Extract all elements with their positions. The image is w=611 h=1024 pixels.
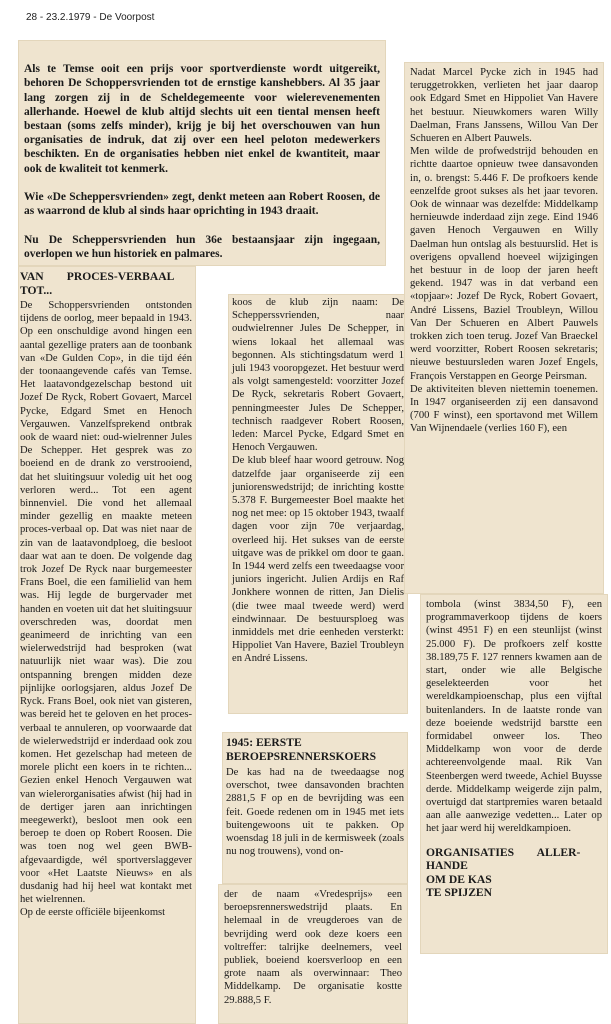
column-3-lower-clipping [420,594,608,954]
section-title-proces-verbaal: VAN PROCES-VERBAAL [20,270,175,283]
column-2-lower-clipping [218,884,408,1024]
column-1-clipping [18,266,196,1024]
intro-paragraph-1: Als te Temse ooit een prijs voor sportverdienste wordt uitgereikt, behoren De Schoppersvrienden tot de ernstige kanshebbers. Al 35 jaar lang zorgen zij in de Scheldegemeente voor wielerevenementen allerhande. Hoewel de klub altijd slechts uit een tiental mensen heeft bestaan (soms zelfs minder), krijg je bij het overschouwen van hun organisaties de indruk, dat zij over een heel peloton medewerkers beschikten. En de organisaties hebben niet enkel de kwantiteit, maar ook de kwaliteit tot kenmerk. [24,63,380,175]
section-title-organisaties-2: HANDE [426,859,468,873]
section-title-organisaties: ORGANISATIES ALLER- [426,845,581,859]
section-title-organisaties-3: OM DE KAS [426,872,492,886]
intro-clipping [18,40,386,266]
section-title-organisaties-4: TE SPIJZEN [426,886,493,900]
column-2-text-c: der de naam «Vredesprijs» een beroepsrennerswedstrijd plaats. En helemaal in de vreugderoes van de bevrijding werd ook deze koers een voltreffer: talrijke deelnemers, veel publiek, boeiend koersverloop en een grote naam als overwinnaar: Theo Middelkamp. De organisatie kostte 29.888,5 F. [224,889,402,1006]
column-3-text-b: tombola (winst 3834,50 F), een programmaverkoop tijdens de koers (winst 4951 F) en een steunlijst (winst 25.000 F). De profkoers zelf kostte 38.189,75 F. 127 renners kwamen aan de start, onder wie alle Belgische geselekteerden voor het wereldkampioenschap, plus een vijftal buitenlanders. In de laatste ronde van deze boeiende wedstrijd barstte een formidabel onweer los. Theo Middelkamp won voor de derde achtereenvolgende maal. Rik Van Steenbergen werd tweede, Achiel Buysse derde. Middelkamp weigerde zijn palm, overtuigd dat startpremies waren betaald aan alle aanwezige vedetten... Later op het jaar werd hij wereldkampioen. [426,599,602,835]
intro-paragraph-2: Wie «De Scheppersvrienden» zegt, denkt meteen aan Robert Roosen, de as waarrond de klub al sinds haar oprichting in 1943 draait. [24,191,380,218]
newspaper-header: 28 - 23.2.1979 - De Voorpost [26,12,155,23]
column-1-text: De Schoppersvrienden ontstonden tijdens de oorlog, meer bepaald in 1943. Op een onschuldige avond hingen een aantal gezellige praters aan de toonbank van «De Gulden Cop», in die tijd één der toonaangevende cafés van Temse. Het laatavondgezelschap bestond uit Jozef De Ryck, Robert Govaert, Marcel Pycke, Edgard Smet en Henoch Vergauwen. Vanzelfsprekend ontbrak ook de waard niet: oud-wielrenner Jules De Schepper. Het gesprek was zo boeiend en de drank zo verstrooiend, dat het sluitingsuur voledig uit het oog verloren werd... Tot een agent binnenviel. Die vond het allemaal minder gezellig en maakte meteen proces-verbaal op. Dat was niet naar de zin van de laatavondploeg, die besloot daar wat aan te doen. De volgende dag trok Jozef De Ryck naar burgemeester Frans Boel, die een familielid van hem was. Hij legde de burgervader met handen en voeten uit dat het sluitingsuur overschreden was, doordat men geanimeerd de inrichting van een wielerwedstrijd had besproken (wat natuurlijk niet waar was). Die zou ontspanning brengen midden deze pijnlijke oorlogsjaren, aldus Jozef De Ryck. Frans Boel, ook niet van gisteren, was bereid het te geloven en het proces-verbaal te annuleren, op voorwaarde dat de wielerwedstrijd er inderdaad ook zou komen. Het gezelschap had meteen de morele plicht een koers in te richten... Gezien enkel Henoch Vergauwen wat van wielerorganisaties afwist (hij had in de dertiger jaren aan inrichtingen meegewerkt), besloot men ook een beroep te doen op Robert Roosen. Die was toen nog wel geen BWB-afgevaardigde, wél sportverslaggever voor «Het Laatste Nieuws» en als dusdanig had hij heel wat kontakt met het wielrennen. Op de eerste officiële bijeenkomst [20,300,192,919]
column-3-text-a: Nadat Marcel Pycke zich in 1945 had teruggetrokken, verlieten het jaar daarop ook Edgard Smet en Hippoliet Van Havere het bestuur. Nieuwkomers waren Willy Daelman, Frans Janssens, Willou Van Der Schueren en Albert Pauwels. Men wilde de profwedstrijd behouden en richtte daartoe opnieuw twee dansavonden in, o. brengst: 5.446 F. De profkoers kende eenzelfde groot sukses als het jaar tevoren. Ook de winnaar was dezelfde: Middelkamp hernieuwde inderdaad zijn zege. Eind 1946 gaven Henoch Vergauwen en Willy Daelman hun ontslag als bestuurslid. Het is overigens opvallend hoeveel wijzigingen het bestuur in de loop der jaren heeft gekend. 1947 was in dat verband een «topjaar»: Jozef De Ryck, Robert Govaert, André Lissens, Baziel Troubleyn, Willou Van Der Schueren en Albert Pauwels trokken zich toen terug. Jozef Van Braeckel werd voorzitter, Robert Roosen sekretaris; nieuwe bestuursleden waren Jozef Engels, François Verstappen en George Peirsman. De aktiviteiten bleven niettemin toenemen. In 1947 organiseerden zij een dansavond (700 F winst), een sportavond met Willem Van Wijnendaele (verlies 160 F), een [410,67,598,435]
column-2-text-a: koos de klub zijn naam: De Schepperssvrienden, naar oudwielrenner Jules De Schepper, in wiens lokaal het allemaal was begonnen. Als stichtingsdatum werd 1 juli 1943 vooropgezet. Het bestuur werd als volgt samengesteld: voorzitter Jozef De Ryck, sekretaris Robert Govaert, penningmeester Jules De Schepper, technisch raadgever Robert Roosen, leden: Marcel Pycke, Edgard Smet en Henoch Vergauwen. De klub bleef haar woord getrouw. Nog datzelfde jaar organiseerde zij een juniorenswedstrijd; de inrichting kostte 5.378 F. Burgemeester Boel maakte het nog net mee: op 15 oktober 1943, twaalf dagen voor zijn 70e verjaardag, overleed hij. Het sukses van de eerste uitgave was de prikkel om door te gaan. In 1944 werd zelfs een tweedaagse voor juniors ingericht. Julien Ardijs en Raf Jonkhere wonnen de ritten, Jan Dielis (die twee maal tweede werd) werd eindwinnaar. De bestuursploeg was inmiddels met drie eenheden versterkt: Hippoliet Van Havere, Baziel Troubleyn en André Lissens. [232,297,404,665]
column-2-middle-clipping [222,732,408,884]
intro-paragraph-3: Nu De Scheppersvrienden hun 36e bestaansjaar zijn ingegaan, overlopen we hun historiek en palmares. [24,233,380,260]
section-title-beroeps: 1945: EERSTE [226,736,302,749]
section-title-proces-verbaal-2: TOT... [20,283,53,297]
column-2-upper-clipping [228,294,408,714]
section-title-beroeps-2: BEROEPSRENNERSKOERS [226,749,377,763]
column-3-upper-clipping [404,62,604,594]
column-2-text-b: De kas had na de tweedaagse nog overschot, twee dansavonden brachten 2881,5 F op en de bevrijding was een feit. Goede redenen om in 1945 met iets buitengewoons uit te pakken. Op woensdag 18 juli in de kermisweek (zoals nu nog trouwens), vond on- [226,767,404,858]
